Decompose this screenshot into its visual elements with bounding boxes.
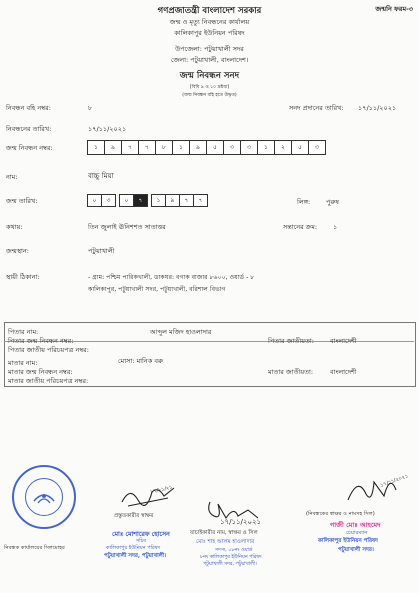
reg-no-digit: ৯ xyxy=(104,140,122,155)
office-seal-stamp xyxy=(12,465,76,529)
in-words-label: কথায়: xyxy=(6,223,23,231)
reg-no-digit: ১ xyxy=(87,140,105,155)
verifier-label: যাচাইকারীর নাম, স্বাক্ষর ও সিল xyxy=(190,530,258,536)
mother-nationality-value: বাংলাদেশী xyxy=(330,368,357,376)
sex-label: লিঙ্গ: xyxy=(297,198,311,206)
reg-no-digit: ৭ xyxy=(138,140,156,155)
certificate-title: জন্ম নিবন্ধন সনদ xyxy=(179,71,240,81)
verifier-name: মোঃ শাহ আলম হাওলাদার xyxy=(196,539,255,545)
reg-no-digit: ১ xyxy=(257,140,275,155)
verifier-date: ১৭/১১/২০২১ xyxy=(220,518,262,526)
reg-date-label: নিবন্ধনের তারিখ: xyxy=(6,125,52,133)
dob-digit: ৭ xyxy=(179,194,194,207)
emblem-icon xyxy=(32,487,56,507)
reg-date-value: ১৭/১১/২০২১ xyxy=(88,125,127,133)
verifier-title: সদস্য, ০৮নং ওয়ার্ড xyxy=(215,548,253,553)
dob-digit: ০ xyxy=(119,194,134,207)
book-no-value: ৮ xyxy=(88,104,93,112)
father-nid-label: পিতার জাতীয় পরিচয়পত্র নম্বর: xyxy=(8,346,89,354)
prepared-label: প্রস্তুতকারীর স্বাক্ষর xyxy=(114,513,154,519)
preparer-office: কালিকাপুর ইউনিয়ন পরিষদ xyxy=(106,545,161,551)
dob-label: জন্ম তারিখ: xyxy=(6,197,38,205)
registrar-name: গাজী মোঃ আহমেদ xyxy=(330,521,381,529)
father-nationality-label: পিতার জাতীয়তা: xyxy=(268,337,314,345)
dob-digit: ৭ xyxy=(133,194,148,207)
union-name: কালিকাপুর ইউনিয়ন পরিষদ xyxy=(174,29,245,37)
mother-name-value: মোসা: মানিক বরু xyxy=(118,357,164,365)
birth-place-value: পটুয়াখালী xyxy=(88,247,115,255)
registrar-office: কালিকাপুর ইউনিয়ন পরিষদ xyxy=(318,538,378,544)
in-words-value: তিন জুলাই ঊনিশশত সাতাত্তর xyxy=(88,223,166,231)
child-order-label: সন্তানের ক্রম: xyxy=(283,223,318,231)
name-value: বাচ্চু মিয়া xyxy=(88,172,114,180)
issue-date-label: সনদ প্রদানের তারিখ: xyxy=(289,104,344,112)
address-line2: কালিকাপুর, পটুয়াখালী সদর, পটুয়াখালী, বরিশাল বিভাগ xyxy=(88,286,226,293)
father-nationality-value: বাংলাদেশী xyxy=(330,337,357,345)
name-label: নাম: xyxy=(6,173,18,181)
dob-digit: ৯ xyxy=(165,194,180,207)
reg-no-digit: ৩ xyxy=(223,140,241,155)
reg-no-digit: ৫ xyxy=(206,140,224,155)
government-title: গণপ্রজাতন্ত্রী বাংলাদেশ সরকার xyxy=(157,6,262,16)
dob-digit: ১ xyxy=(151,194,166,207)
office-name: জন্ম ও মৃত্যু নিবন্ধনের কার্যালয় xyxy=(169,18,250,26)
reg-no-digit: ২ xyxy=(274,140,292,155)
preparer-signature xyxy=(118,478,180,510)
rule-reference: [বিধি ৯ ও ১০ দ্রষ্টব্য] xyxy=(189,85,230,90)
mother-name-label: মাতার নাম: xyxy=(8,359,38,367)
district: জেলা: পটুয়াখালী, বাংলাদেশ। xyxy=(170,56,249,64)
dob-digit: ০ xyxy=(87,194,102,207)
mother-reg-label: মাতার জন্ম নিবন্ধন নম্বর: xyxy=(8,368,73,376)
upazila: উপজেলা: পটুয়াখালী সদর xyxy=(175,45,244,53)
preparer-district: পটুয়াখালী সদর, পটুয়াখালী। xyxy=(104,553,167,559)
father-reg-label: পিতার জন্ম নিবন্ধন নম্বর: xyxy=(8,337,74,345)
preparer-name: মোঃ মোশারেফ হোসেন xyxy=(112,531,170,538)
reg-no-boxes xyxy=(88,140,326,155)
registrar-district: পটুয়াখালী সদর। xyxy=(338,547,374,553)
reg-no-digit: ৩ xyxy=(240,140,258,155)
issue-date-value: ১৭/১১/২০২১ xyxy=(358,104,397,112)
book-no-label: নিবন্ধন বহি নম্বর: xyxy=(6,104,51,112)
registrar-signature xyxy=(344,470,404,506)
reg-no-label: জন্ম নিবন্ধন নম্বর: xyxy=(6,144,53,152)
mother-nid-label: মাতার জাতীয় পরিচয়পত্র নম্বর: xyxy=(8,377,89,385)
registrar-title: চেয়ারম্যান xyxy=(346,530,368,536)
reg-no-digit: ৩ xyxy=(308,140,326,155)
reg-no-digit: ৭ xyxy=(121,140,139,155)
preparer-sig-date: ১৭/১১/২১ xyxy=(149,484,174,496)
reg-no-digit: ৯ xyxy=(189,140,207,155)
address-line1: - গ্রাম: পশ্চিম পারিকখালী, ডাকঘর: বগাক বাজার ৮৬০০, ওয়ার্ড - ৮ xyxy=(88,274,255,281)
father-name-value: আব্দুল মজিদ হাওলাদার xyxy=(150,328,212,336)
mother-nationality-label: মাতার জাতীয়তা: xyxy=(268,368,314,376)
dob-digit: ৭ xyxy=(193,194,208,207)
dob-boxes xyxy=(88,194,208,207)
child-order-value: ১ xyxy=(333,223,338,231)
reg-no-digit: ৫ xyxy=(291,140,309,155)
sex-value: পুরুষ xyxy=(326,198,339,206)
reg-no-digit: ৮ xyxy=(155,140,173,155)
reg-no-digit: ১ xyxy=(172,140,190,155)
source-note: (জন্ম নিবন্ধন বহি হতে উদ্ধৃত) xyxy=(182,93,237,98)
address-label: স্থায়ী ঠিকানা: xyxy=(6,273,40,281)
verifier-office: ৮নং কালিকাপুর ইউনিয়ন পরিষদ xyxy=(200,555,262,560)
registrar-label: (নিবন্ধকের স্বাক্ষর ও নামসহ সিল) xyxy=(306,511,375,517)
father-name-label: পিতার নাম: xyxy=(8,328,39,336)
office-seal-label: নিবন্ধক কার্যালয়ের সিলমোহর xyxy=(4,545,65,551)
preparer-title: সচিব xyxy=(136,538,147,544)
verifier-district: পটুয়াখালী সদর, পটুয়াখালী। xyxy=(203,562,257,567)
dob-digit: ৩ xyxy=(101,194,116,207)
registrar-sig-date: ১৭/১১/২০২১ xyxy=(379,473,410,489)
birth-place-label: জন্মস্থান: xyxy=(6,247,29,255)
form-number: জন্মনি ফরম-৩ xyxy=(375,5,413,13)
